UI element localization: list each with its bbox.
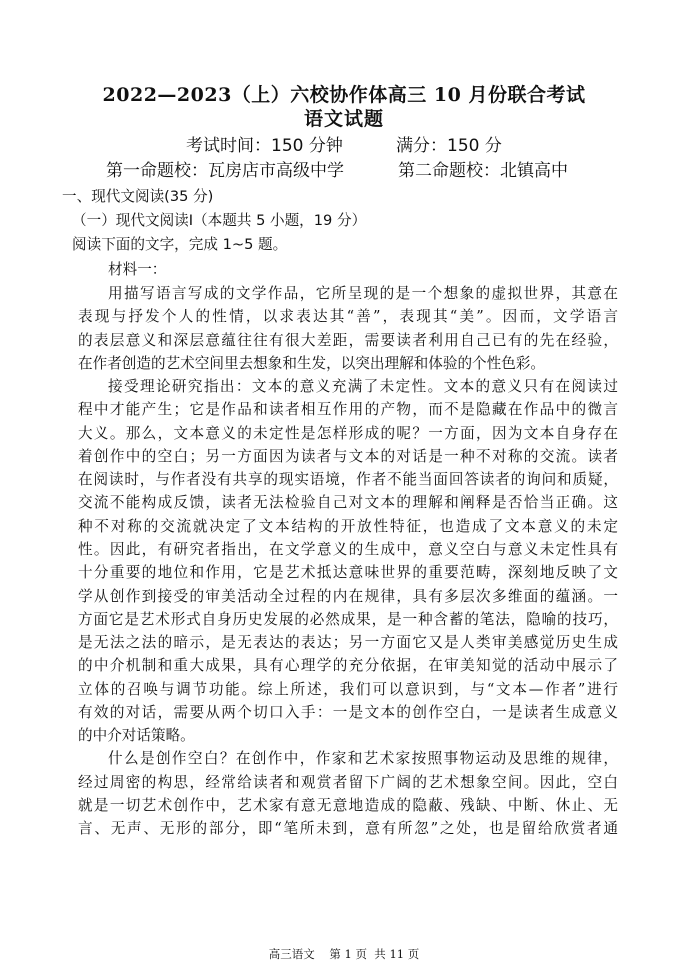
passage-line: 性。因此，有研究者指出，在文学意义的生成中，意义空白与意义未定性具有 xyxy=(78,540,618,558)
section-subheading: （一）现代文阅读Ⅰ（本题共 5 小题，19 分） xyxy=(72,212,367,229)
passage-line: 什么是创作空白？在创作中，作家和艺术家按照事物运动及思维的规律， xyxy=(108,750,618,768)
passage-line: 十分重要的地位和作用，它是艺术抵达意味世界的重要范畴，深刻地反映了文 xyxy=(78,564,618,582)
passage-line: 经过周密的构思，经常给读者和观赏者留下广阔的艺术想象空间。因此，空白 xyxy=(78,773,618,791)
passage-line: 大义。那么，文本意义的未定性是怎样形成的呢？一方面，因为文本自身存在 xyxy=(78,424,618,442)
passage-line: 是无法之法的暗示，是无表达的表达；另一方面它又是人类审美感觉历史生成 xyxy=(78,634,618,652)
exam-time: 考试时间：150 分钟 xyxy=(186,136,343,156)
passage-line: 的表层意义和深层意蕴往往有很大差距，需要读者利用自己已有的先在经验， xyxy=(78,331,618,349)
exam-subtitle: 语文试题 xyxy=(303,108,384,130)
passage-line: 就是一切艺术创作中，艺术家有意无意地造成的隐蔽、残缺、中断、休止、无 xyxy=(78,796,618,814)
passage-line: 方面它是艺术形式自身历史发展的必然成果，是一种含蓄的笔法，隐喻的技巧， xyxy=(78,610,618,628)
passage-line: 表现与抒发个人的性情，以求表达其“善”，表现其“美”。因而，文学语言 xyxy=(78,308,618,326)
page-footer: 高三语文 第 1 页 共 11 页 xyxy=(268,947,420,961)
passage-line: 的中介机制和重大成果，具有心理学的充分依据，在审美知觉的活动中展示了 xyxy=(78,657,618,675)
passage-line: 在阅读时，与作者没有共享的现实语境，作者不能当面回答读者的询问和质疑， xyxy=(78,471,618,489)
reading-instruction: 阅读下面的文字，完成 1~5 题。 xyxy=(72,236,288,253)
passage-line: 程中才能产生；它是作品和读者相互作用的产物，而不是隐藏在作品中的微言 xyxy=(78,401,618,419)
passage-line: 学从创作到接受的审美活动全过程的内在规律，具有多层次多维面的蕴涵。一 xyxy=(78,587,618,605)
passage-line: 立体的召唤与调节功能。综上所述，我们可以意识到，与“文本—作者”进行 xyxy=(78,680,618,698)
school-two: 第二命题校：北镇高中 xyxy=(398,161,568,181)
school-one: 第一命题校：瓦房店市高级中学 xyxy=(106,161,344,181)
full-score: 满分：150 分 xyxy=(396,136,502,156)
material-label: 材料一： xyxy=(108,261,167,278)
passage-line: 着创作中的空白；另一方面因为读者与文本的对话是一种不对称的交流。读者 xyxy=(78,447,618,465)
passage-line: 接受理论研究指出：文本的意义充满了未定性。文本的意义只有在阅读过 xyxy=(108,378,618,396)
passage-line: 言、无声、无形的部分，即“笔所未到，意有所忽”之处，也是留给欣赏者通 xyxy=(78,820,618,838)
passage-line: 在作者创造的艺术空间里去想象和生发，以突出理解和体验的个性色彩。 xyxy=(78,354,546,372)
passage-line: 的中介对话策略。 xyxy=(78,727,195,745)
passage-line: 用描写语言写成的文学作品，它所呈现的是一个想象的虚拟世界，其意在 xyxy=(108,285,618,302)
passage-line: 有效的对话，需要从两个切口入手：一是文本的创作空白，一是读者生成意义 xyxy=(78,703,618,721)
passage-line: 交流不能构成反馈，读者无法检验自己对文本的理解和阐释是否恰当正确。这 xyxy=(78,494,618,512)
section-heading: 一、现代文阅读(35 分) xyxy=(62,188,214,205)
passage-line: 种不对称的交流就决定了文本结构的开放性特征，也造成了文本意义的未定 xyxy=(78,517,618,535)
exam-title: 2022—2023（上）六校协作体高三 10 月份联合考试 xyxy=(102,84,586,106)
